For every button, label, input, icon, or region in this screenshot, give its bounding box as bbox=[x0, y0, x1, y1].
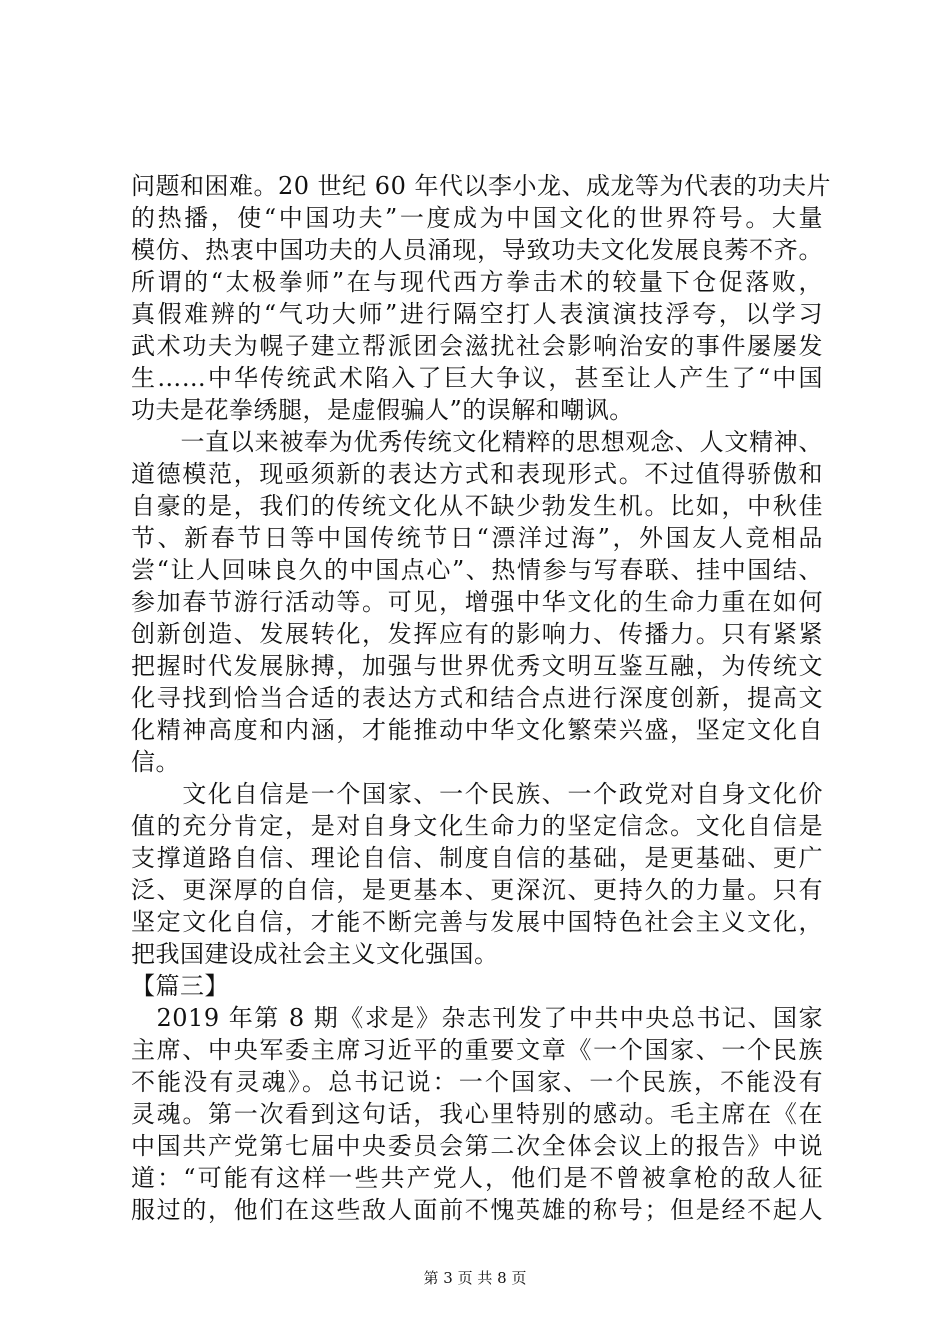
text-line: 节、新春节日等中国传统节日“漂洋过海”，外国友人竞相品 bbox=[131, 524, 823, 552]
text-line: 道德模范，现亟须新的表达方式和表现形式。不过值得骄傲和 bbox=[131, 460, 823, 488]
text-line: 把我国建设成社会主义文化强国。 bbox=[131, 940, 499, 968]
text-line: 服过的，他们在这些敌人面前不愧英雄的称号；但是经不起人 bbox=[131, 1196, 823, 1224]
document-body bbox=[131, 170, 831, 1226]
text-line: 支撑道路自信、理论自信、制度自信的基础，是更基础、更广 bbox=[131, 844, 823, 872]
text-line: 武术功夫为幌子建立帮派团会滋扰社会影响治安的事件屡屡发 bbox=[131, 332, 823, 360]
text-line: 生……中华传统武术陷入了巨大争议，甚至让人产生了“中国 bbox=[131, 364, 823, 392]
text-line: 信。 bbox=[131, 748, 180, 776]
text-line: 值的充分肯定，是对自身文化生命力的坚定信念。文化自信是 bbox=[131, 812, 823, 840]
text-line: 的热播，使“中国功夫”一度成为中国文化的世界符号。大量 bbox=[131, 204, 823, 232]
text-line: 问题和困难。20 世纪 60 年代以李小龙、成龙等为代表的功夫片 bbox=[131, 172, 831, 200]
text-line: 道：“可能有这样一些共产党人，他们是不曾被拿枪的敌人征 bbox=[131, 1164, 823, 1192]
text-line: 化寻找到恰当合适的表达方式和结合点进行深度创新，提高文 bbox=[131, 684, 823, 712]
text-line: 灵魂。第一次看到这句话，我心里特别的感动。毛主席在《在 bbox=[131, 1100, 823, 1128]
text-line: 所谓的“太极拳师”在与现代西方拳击术的较量下仓促落败， bbox=[131, 268, 823, 296]
text-line: 化精神高度和内涵，才能推动中华文化繁荣兴盛，坚定文化自 bbox=[131, 716, 823, 744]
text-line: 功夫是花拳绣腿，是虚假骗人”的误解和嘲讽。 bbox=[131, 396, 634, 424]
text-line: 尝“让人回味良久的中国点心”、热情参与写春联、挂中国结、 bbox=[131, 556, 823, 584]
text-line: 坚定文化自信，才能不断完善与发展中国特色社会主义文化， bbox=[131, 908, 823, 936]
text-line: 主席、中央军委主席习近平的重要文章《一个国家、一个民族 bbox=[131, 1036, 823, 1064]
text-line: 把握时代发展脉搏，加强与世界优秀文明互鉴互融，为传统文 bbox=[131, 652, 823, 680]
text-line: 不能没有灵魂》。总书记说：一个国家、一个民族，不能没有 bbox=[131, 1068, 823, 1096]
text-line: 泛、更深厚的自信，是更基本、更深沉、更持久的力量。只有 bbox=[131, 876, 823, 904]
text-line: 自豪的是，我们的传统文化从不缺少勃发生机。比如，中秋佳 bbox=[131, 492, 823, 520]
text-line: 文化自信是一个国家、一个民族、一个政党对自身文化价 bbox=[131, 780, 823, 808]
text-line: 【篇三】 bbox=[131, 972, 229, 1000]
text-line: 一直以来被奉为优秀传统文化精粹的思想观念、人文精神、 bbox=[131, 428, 823, 456]
text-line: 模仿、热衷中国功夫的人员涌现，导致功夫文化发展良莠不齐。 bbox=[131, 236, 823, 264]
text-line: 参加春节游行活动等。可见，增强中华文化的生命力重在如何 bbox=[131, 588, 823, 616]
text-line: 2019 年第 8 期《求是》杂志刊发了中共中央总书记、国家 bbox=[131, 1004, 823, 1032]
page-footer: 第 3 页 共 8 页 bbox=[423, 1269, 527, 1287]
text-line: 创新创造、发展转化，发挥应有的影响力、传播力。只有紧紧 bbox=[131, 620, 823, 648]
text-line: 中国共产党第七届中央委员会第二次全体会议上的报告》中说 bbox=[131, 1132, 823, 1160]
text-line: 真假难辨的“气功大师”进行隔空打人表演演技浮夸，以学习 bbox=[131, 300, 823, 328]
